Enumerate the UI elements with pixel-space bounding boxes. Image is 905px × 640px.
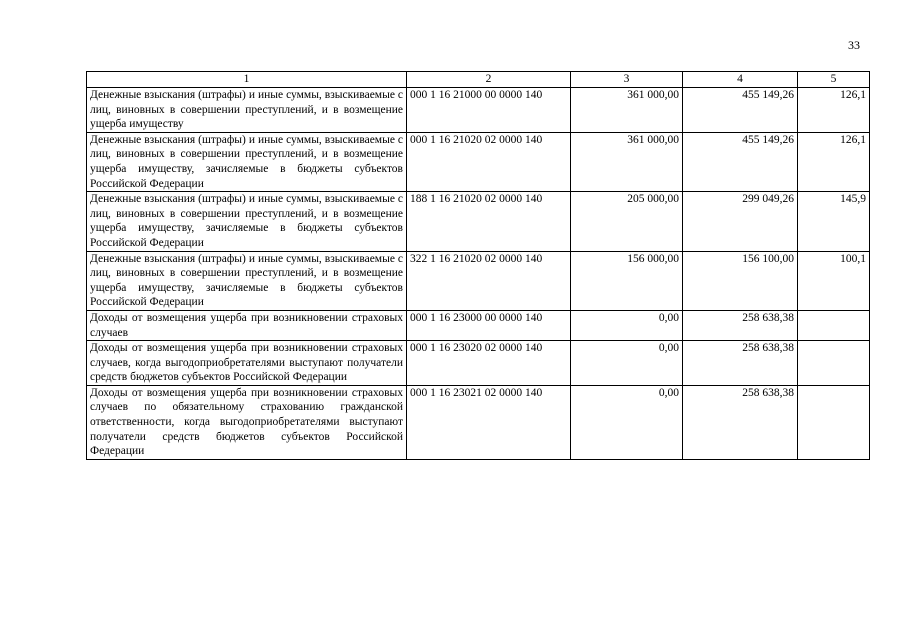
revenue-name-cell: Денежные взыскания (штрафы) и иные суммы, взыскиваемые с лиц, виновных в совершении преступлений, и в возмещение ущерба имуществу (87, 88, 407, 133)
plan-amount-cell: 0,00 (571, 341, 683, 386)
revenue-name-cell: Денежные взыскания (штрафы) и иные суммы, взыскиваемые с лиц, виновных в совершении преступлений, и в возмещение ущерба имуществу, зачисляемые в бюджеты субъектов Российской Федерации (87, 132, 407, 191)
percent-cell: 100,1 (798, 251, 870, 310)
fact-amount-cell: 299 049,26 (683, 192, 798, 251)
revenue-name-cell: Доходы от возмещения ущерба при возникновении страховых случаев (87, 310, 407, 340)
plan-amount-cell: 0,00 (571, 385, 683, 459)
revenue-code-cell: 188 1 16 21020 02 0000 140 (407, 192, 571, 251)
plan-amount-cell: 361 000,00 (571, 132, 683, 191)
column-header-1: 1 (87, 72, 407, 88)
revenue-code-cell: 000 1 16 23020 02 0000 140 (407, 341, 571, 386)
revenue-name-cell: Денежные взыскания (штрафы) и иные суммы, взыскиваемые с лиц, виновных в совершении преступлений, и в возмещение ущерба имуществу, зачисляемые в бюджеты субъектов Российской Федерации (87, 251, 407, 310)
column-header-5: 5 (798, 72, 870, 88)
plan-amount-cell: 361 000,00 (571, 88, 683, 133)
table-row (87, 251, 870, 310)
fact-amount-cell: 258 638,38 (683, 310, 798, 340)
fact-amount-cell: 156 100,00 (683, 251, 798, 310)
table-row (87, 310, 870, 340)
percent-cell (798, 310, 870, 340)
table-row (87, 385, 870, 459)
revenue-code-cell: 000 1 16 23021 02 0000 140 (407, 385, 571, 459)
percent-cell: 126,1 (798, 88, 870, 133)
revenue-code-cell: 000 1 16 21020 02 0000 140 (407, 132, 571, 191)
revenue-code-cell: 000 1 16 21000 00 0000 140 (407, 88, 571, 133)
revenue-code-cell: 000 1 16 23000 00 0000 140 (407, 310, 571, 340)
fact-amount-cell: 455 149,26 (683, 132, 798, 191)
fact-amount-cell: 258 638,38 (683, 385, 798, 459)
percent-cell: 145,9 (798, 192, 870, 251)
plan-amount-cell: 0,00 (571, 310, 683, 340)
percent-cell (798, 385, 870, 459)
table-header-row (87, 72, 870, 88)
table-row (87, 192, 870, 251)
column-header-4: 4 (683, 72, 798, 88)
revenue-name-cell: Доходы от возмещения ущерба при возникновении страховых случаев по обязательному страхованию гражданской ответственности, когда выгодоприобретателями выступают получатели средств бюджетов субъектов Российской Федерации (87, 385, 407, 459)
plan-amount-cell: 205 000,00 (571, 192, 683, 251)
revenue-name-cell: Денежные взыскания (штрафы) и иные суммы, взыскиваемые с лиц, виновных в совершении преступлений, и в возмещение ущерба имуществу, зачисляемые в бюджеты субъектов Российской Федерации (87, 192, 407, 251)
table-row (87, 88, 870, 133)
table-row (87, 132, 870, 191)
percent-cell: 126,1 (798, 132, 870, 191)
plan-amount-cell: 156 000,00 (571, 251, 683, 310)
fact-amount-cell: 455 149,26 (683, 88, 798, 133)
revenue-code-cell: 322 1 16 21020 02 0000 140 (407, 251, 571, 310)
fact-amount-cell: 258 638,38 (683, 341, 798, 386)
revenue-name-cell: Доходы от возмещения ущерба при возникновении страховых случаев, когда выгодоприобретателями выступают получатели средств бюджетов субъектов Российской Федерации (87, 341, 407, 386)
revenue-table (86, 71, 870, 460)
column-header-3: 3 (571, 72, 683, 88)
column-header-2: 2 (407, 72, 571, 88)
page-number: 33 (848, 38, 860, 52)
percent-cell (798, 341, 870, 386)
table-row (87, 341, 870, 386)
